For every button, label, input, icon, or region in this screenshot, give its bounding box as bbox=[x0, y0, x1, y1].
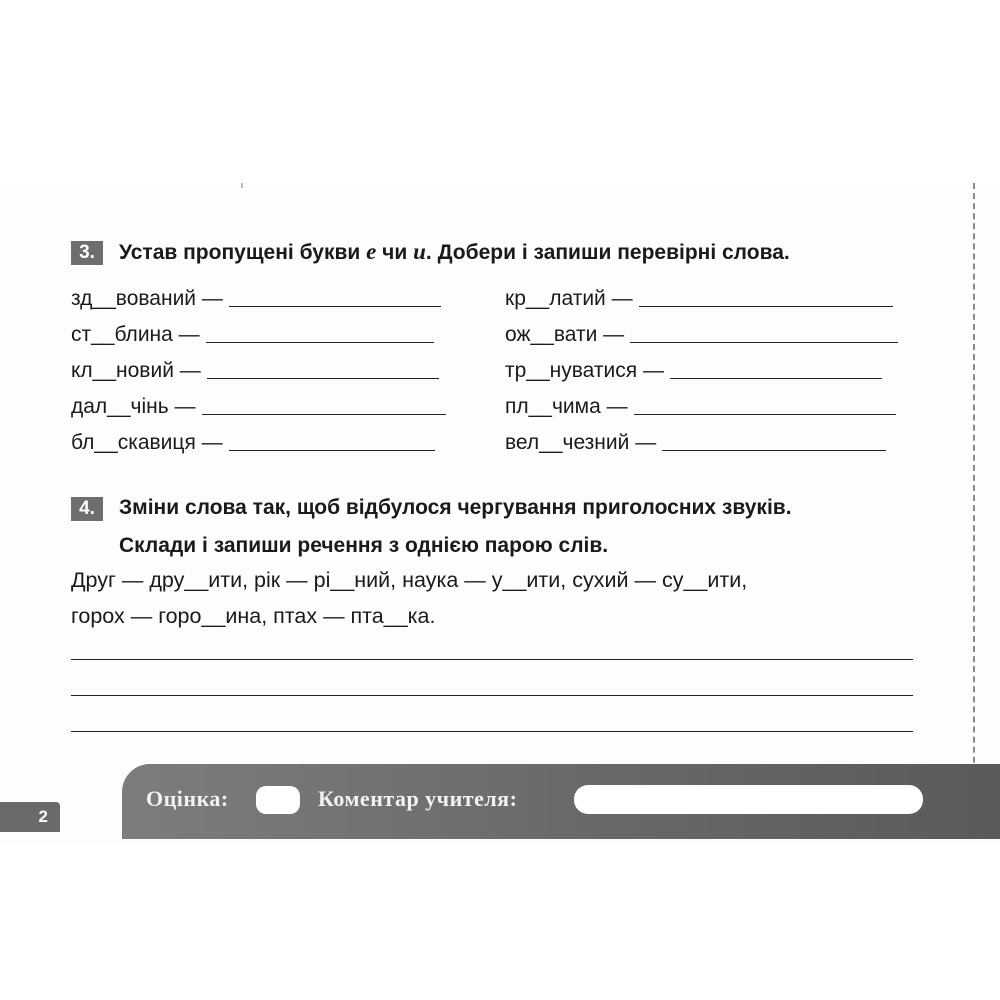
task-4-heading bbox=[71, 496, 792, 565]
exercise-row bbox=[505, 356, 882, 386]
task-3-number: 3. bbox=[71, 241, 103, 265]
grade-label: Оцінка: bbox=[146, 786, 229, 811]
exercise-row bbox=[505, 392, 896, 422]
exercise-word: тр__нуватися — bbox=[505, 359, 664, 382]
task-4-number: 4. bbox=[71, 497, 103, 521]
answer-line[interactable] bbox=[634, 400, 896, 415]
task-3-heading bbox=[71, 240, 790, 272]
letter-e: е bbox=[366, 239, 377, 264]
title-line: Склади і запиши речення з однією парою слів. bbox=[119, 534, 609, 557]
answer-line[interactable] bbox=[639, 292, 893, 307]
answer-line[interactable] bbox=[662, 436, 886, 451]
answer-line[interactable] bbox=[207, 364, 439, 379]
title-line: Зміни слова так, щоб відбулося чергування приголосних звуків. bbox=[119, 496, 792, 519]
writing-line[interactable] bbox=[71, 731, 913, 732]
exercise-word: ож__вати — bbox=[505, 323, 625, 346]
title-text: чи bbox=[376, 241, 414, 264]
exercise-word: кр__латий — bbox=[505, 287, 633, 310]
comment-box[interactable] bbox=[574, 785, 923, 814]
exercise-word: ст__блина — bbox=[71, 323, 200, 346]
comment-label: Коментар учителя: bbox=[318, 786, 518, 811]
answer-line[interactable] bbox=[229, 436, 435, 451]
answer-line[interactable] bbox=[202, 400, 446, 415]
exercise-row bbox=[71, 428, 435, 458]
writing-line[interactable] bbox=[71, 695, 913, 696]
exercise-row bbox=[71, 356, 439, 386]
exercise-word: кл__новий — bbox=[71, 359, 201, 382]
exercise-row bbox=[71, 284, 441, 314]
crop-mark bbox=[241, 183, 243, 188]
exercise-word: бл__скавиця — bbox=[71, 431, 223, 454]
exercise-row bbox=[505, 320, 898, 350]
text-line: Друг — дру__ити, рік — рі__ний, наука — у__ити, сухий — су__ити, bbox=[71, 568, 748, 592]
answer-line[interactable] bbox=[229, 292, 441, 307]
exercise-word: пл__чима — bbox=[505, 395, 628, 418]
title-text: Устав пропущені букви bbox=[119, 241, 367, 264]
exercise-word: вел__чезний — bbox=[505, 431, 657, 454]
answer-line[interactable] bbox=[670, 364, 882, 379]
answer-line[interactable] bbox=[206, 328, 434, 343]
letter-y: и bbox=[413, 239, 426, 264]
exercise-word: дал__чінь — bbox=[71, 395, 196, 418]
title-text: . Добери і запиши перевірні слова. bbox=[425, 241, 790, 264]
exercise-row bbox=[71, 320, 434, 350]
task-4-text bbox=[71, 562, 747, 634]
writing-line[interactable] bbox=[71, 659, 913, 660]
cut-line bbox=[973, 183, 975, 803]
exercise-row bbox=[71, 392, 446, 422]
exercise-row bbox=[505, 284, 893, 314]
task-4-title bbox=[119, 489, 792, 565]
exercise-row bbox=[505, 428, 886, 458]
task-3-title bbox=[119, 233, 790, 272]
grade-box[interactable] bbox=[256, 786, 300, 814]
text-line: горох — горо__ина, птах — пта__ка. bbox=[71, 604, 436, 628]
footer-bar bbox=[122, 764, 1000, 839]
page-number: 2 bbox=[0, 802, 60, 832]
answer-line[interactable] bbox=[630, 328, 898, 343]
exercise-word: зд__вований — bbox=[71, 287, 223, 310]
